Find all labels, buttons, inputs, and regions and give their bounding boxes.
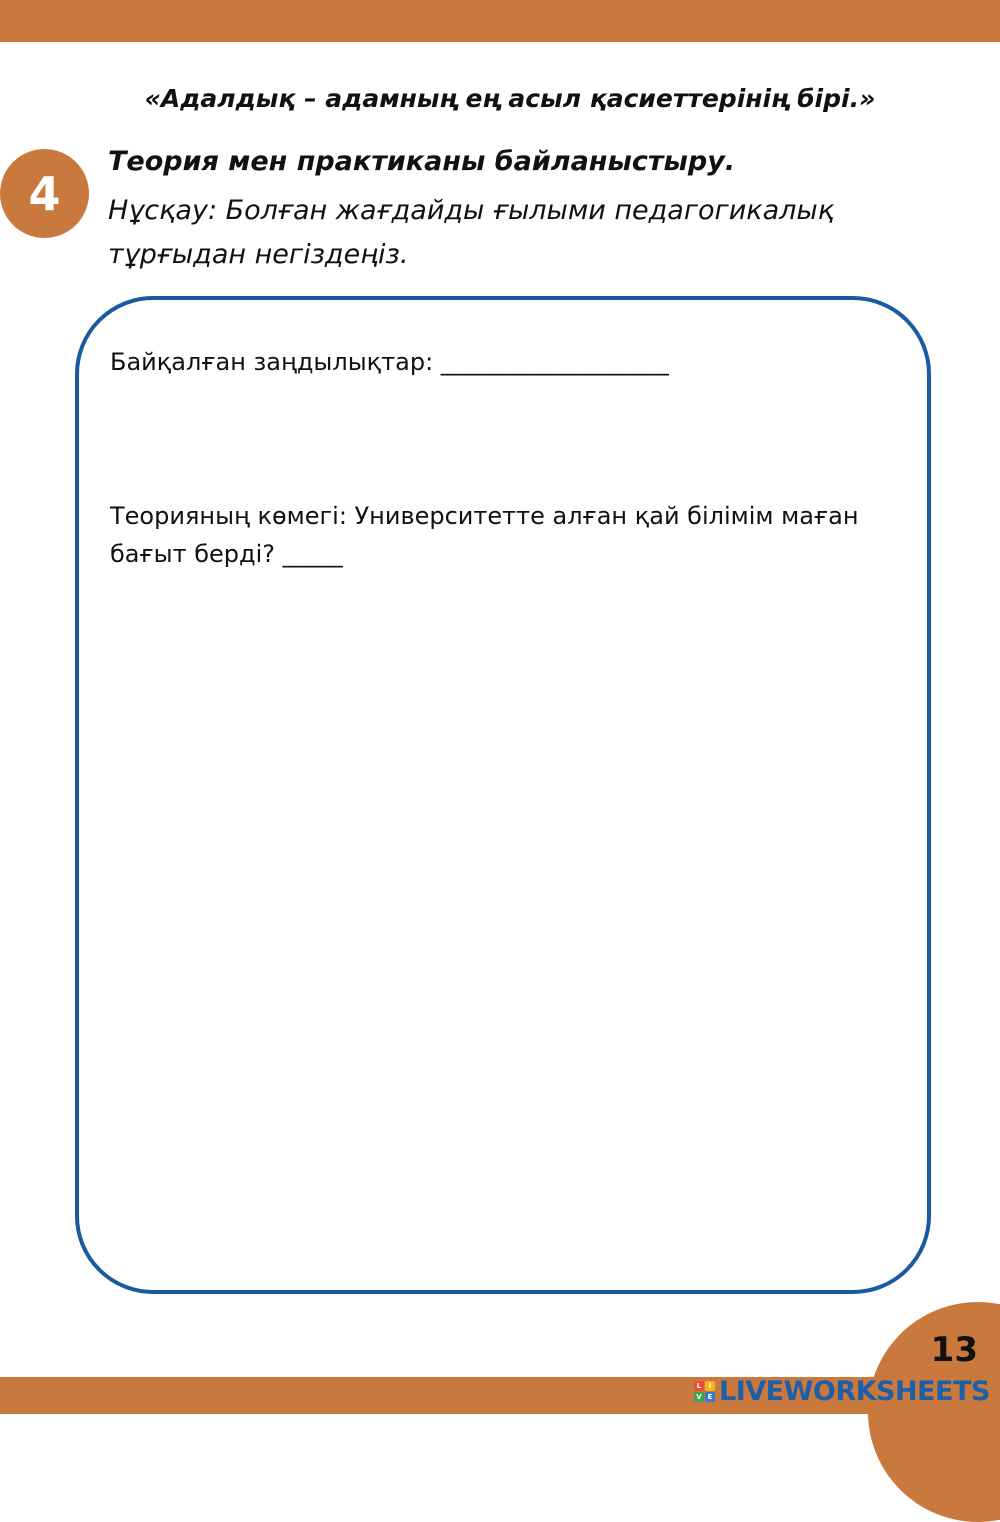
task-instruction: Нұсқау: Болған жағдайды ғылыми педагогикалық тұрғыдан негіздеңіз.	[108, 195, 835, 270]
observed-patterns-prompt: Байқалған заңдылықтар: ___________________	[110, 348, 669, 376]
watermark-text: LIVEWORKSHEETS	[719, 1375, 990, 1407]
logo-letter-v: V	[694, 1392, 704, 1402]
task-title: Теория мен практиканы байланыстыру.	[108, 146, 736, 177]
theory-help-prompt: Теорияның көмегі: Университетте алған қай білімім маған бағыт берді? _____	[110, 502, 859, 568]
liveworksheets-logo-icon	[694, 1381, 715, 1402]
page-number: 13	[930, 1330, 978, 1370]
logo-letter-l: L	[694, 1381, 704, 1391]
logo-letter-i: I	[705, 1381, 715, 1391]
answer-box[interactable]	[75, 296, 931, 1294]
task-number-badge	[0, 149, 89, 238]
header-quote: «Адалдық – адамның ең асыл қасиеттерінің бірі.»	[144, 84, 876, 113]
top-banner	[0, 0, 1000, 42]
logo-letter-e: E	[705, 1392, 715, 1402]
liveworksheets-watermark	[694, 1374, 990, 1408]
task-number: 4	[28, 166, 61, 221]
